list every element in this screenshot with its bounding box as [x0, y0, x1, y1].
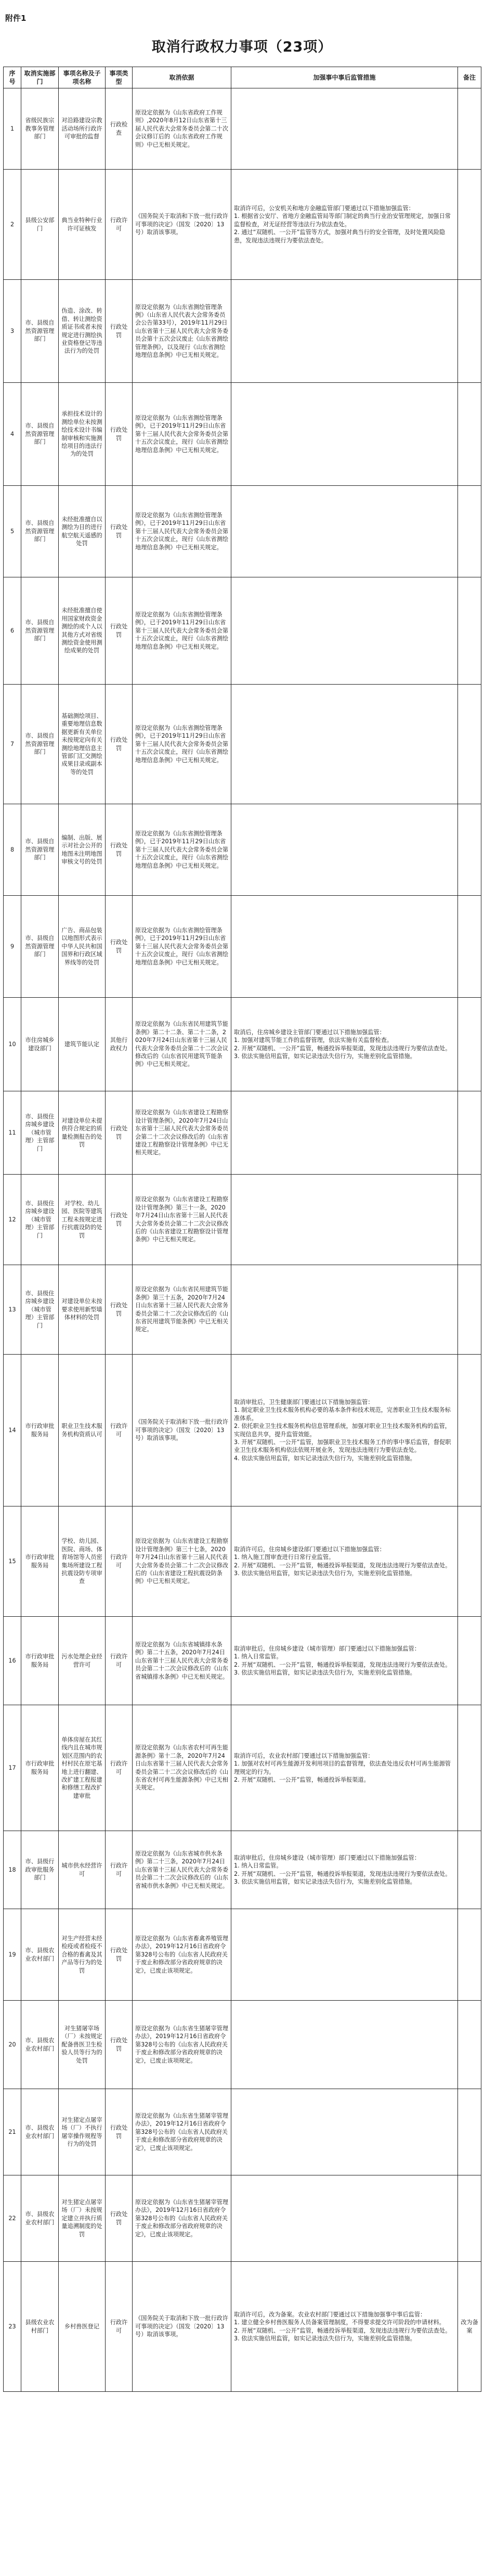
- basis-cell: 原设定依据为《山东省畜禽养殖管理办法》，2019年12月16日省政府令第328号公布的《山东省人民政府关于废止和修改部分省政府规章的决定》，已废止该项规定。: [133, 1909, 231, 2001]
- dept-cell: 市、县级自然资源管理部门: [21, 685, 59, 804]
- measures-cell: [231, 1175, 458, 1265]
- basis-cell: 原设定依据为《山东省测绘管理条例》，已于2019年11月29日山东省第十三届人民代表大会常务委员会第十五次会议废止，现行《山东省测绘地理信息条例》中已无相关规定。: [133, 685, 231, 804]
- note-cell: [458, 1175, 481, 1265]
- measures-cell: [231, 2089, 458, 2175]
- seq-cell: 5: [4, 486, 21, 577]
- note-cell: 改为备案: [458, 2262, 481, 2392]
- header-note: 备注: [458, 67, 481, 88]
- type-cell: 行政处罚: [106, 1265, 133, 1355]
- dept-cell: 市、县级自然资源管理部门: [21, 486, 59, 577]
- name-cell: 城市供水经营许可: [59, 1831, 106, 1909]
- basis-cell: 原设定依据为《山东省生猪屠宰管理办法》，2019年12月16日省政府令第328号公布的《山东省人民政府关于废止和修改部分省政府规章的决定》，已废止该项规定。: [133, 2001, 231, 2089]
- table-row: [4, 88, 481, 170]
- table-row: [4, 1265, 481, 1355]
- table-row: [4, 170, 481, 280]
- note-cell: [458, 1506, 481, 1617]
- table-row: [4, 1617, 481, 1705]
- basis-cell: 《国务院关于取消和下放一批行政许可事项的决定》（国发〔2020〕13号）取消该事项。: [133, 2262, 231, 2392]
- note-cell: [458, 2001, 481, 2089]
- note-cell: [458, 170, 481, 280]
- seq-cell: 6: [4, 577, 21, 685]
- measures-cell: 取消许可后，农业农村部门要通过以下措施加强监管： 1. 加强对农村可再生能源开发利用项目的监督管理，依法查处违反农村可再生能源管理规定的行为。 2. 开展“双随机、一公开”监管，畅通投诉举报渠道。: [231, 1705, 458, 1831]
- note-cell: [458, 1705, 481, 1831]
- dept-cell: 市、县级行政审批服务部门: [21, 1831, 59, 1909]
- name-cell: 对生猪定点屠宰场（厂）不执行屠宰操作规程等行为的处罚: [59, 2089, 106, 2175]
- seq-cell: 16: [4, 1617, 21, 1705]
- basis-cell: 原设定依据为《山东省建设工程勘察设计管理条例》，2020年7月24日山东省第十三届人民代表大会常务委员会第二十二次会议修改后的《山东省建设工程勘察设计管理条例》中已无相关规定。: [133, 1091, 231, 1175]
- note-cell: [458, 280, 481, 383]
- measures-cell: 取消许可后，公安机关和地方金融监管部门要通过以下措施加强监管： 1. 根据省公安厅、省地方金融监管局等部门制定的典当行业治安管理规定，加强日常监督检查，对无证经营等违法行为依法查处。 2. 通过“双随机、一公开”监管等方式，加强对典当行的安全管理，及时处置风险隐患，发现违法违规行为要依法查处。: [231, 170, 458, 280]
- measures-cell: 取消许可后，住房城乡建设部门要通过以下措施加强监管： 1. 纳入施工图审查进行日常行业监管。 2. 开展“双随机、一公开”监管，畅通投诉举报渠道，发现违法违规行为要依法查处。 3. 依法实施信用监管，如实记录违法失信行为，实施差别化监管措施。: [231, 1506, 458, 1617]
- name-cell: 单体房屋在其红线内且在城市规划区范围内的农村村民在原宅基地上进行翻建、改扩建工程报建和修缮工程改扩建审批: [59, 1705, 106, 1831]
- measures-cell: [231, 486, 458, 577]
- seq-cell: 1: [4, 88, 21, 170]
- table-header-row: [4, 67, 481, 88]
- seq-cell: 8: [4, 804, 21, 896]
- note-cell: [458, 1909, 481, 2001]
- type-cell: 行政许可: [106, 1705, 133, 1831]
- measures-cell: [231, 896, 458, 998]
- page-title: 取消行政权力事项（23项）: [151, 39, 333, 55]
- table-row: [4, 2089, 481, 2175]
- name-cell: 基础测绘项目、重要地理信息数据更新有关单位未按规定向有关测绘地理信息主管部门汇交测绘成果目录或副本等的处罚: [59, 685, 106, 804]
- basis-cell: 原设定依据为《山东省生猪屠宰管理办法》，2019年12月16日省政府令第328号公布的《山东省人民政府关于废止和修改部分省政府规章的决定》，已废止该项规定。: [133, 2175, 231, 2262]
- dept-cell: 县级农业农村部门: [21, 2262, 59, 2392]
- dept-cell: 市、县级自然资源管理部门: [21, 804, 59, 896]
- basis-cell: 原设定依据为《山东省测绘管理条例》，已于2019年11月29日山东省第十三届人民代表大会常务委员会第十五次会议废止，现行《山东省测绘地理信息条例》中已无相关规定。: [133, 486, 231, 577]
- seq-cell: 2: [4, 170, 21, 280]
- table-row: [4, 804, 481, 896]
- name-cell: 学校、幼儿园、医院、商场、体育场馆等人员密集场所建设工程抗震设防专项审查: [59, 1506, 106, 1617]
- type-cell: 行政处罚: [106, 896, 133, 998]
- table-row: [4, 1705, 481, 1831]
- name-cell: 未经批准擅自以测绘为目的进行航空航天遥感的处罚: [59, 486, 106, 577]
- note-cell: [458, 896, 481, 998]
- seq-cell: 12: [4, 1175, 21, 1265]
- name-cell: 对建设单位未提供符合规定的质量检测报告的处罚: [59, 1091, 106, 1175]
- basis-cell: 原设定依据为《山东省测绘管理条例》，已于2019年11月29日山东省第十三届人民代表大会常务委员会第十五次会议废止，现行《山东省测绘地理信息条例》中已无相关规定。: [133, 804, 231, 896]
- note-cell: [458, 486, 481, 577]
- note-cell: [458, 577, 481, 685]
- header-seq: 序号: [4, 67, 21, 88]
- note-cell: [458, 998, 481, 1091]
- basis-cell: 原设定依据为《山东省政府工作规则》,2020年8月12日山东省第十三届人民代表大会常务委员会第二十次会议修订后的《山东省政府工作规则》中已无相关规定。: [133, 88, 231, 170]
- measures-cell: [231, 1091, 458, 1175]
- name-cell: 未经批准擅自使用国家财政资金测绘的或个人以其他方式对省级测绘资金使用测绘成果的处罚: [59, 577, 106, 685]
- dept-cell: 市、县级自然资源管理部门: [21, 383, 59, 486]
- note-cell: [458, 685, 481, 804]
- name-cell: 典当业特种行业许可证核发: [59, 170, 106, 280]
- dept-cell: 市行政审批服务局: [21, 1355, 59, 1506]
- seq-cell: 20: [4, 2001, 21, 2089]
- measures-cell: 取消审批后，住房城乡建设（城市管理）部门要通过以下措施加强监管： 1. 纳入日常监管。 2. 开展“双随机、一公开”监管，畅通投诉举报渠道，发现违法违规行为要依法查处。 3. 依法实施信用监管，如实记录违法失信行为，实施差别化监管措施。: [231, 1617, 458, 1705]
- measures-cell: 取消后，住房城乡建设主管部门要通过以下措施加强监管： 1. 加强对建筑节能工作的监督管理，依法实施有关监督检查。 2. 开展“双随机、一公开”监管，畅通投诉举报渠道，发现违法违规行为要依法查处。 3. 依法实施信用监管，如实记录违法失信行为，实施差别化监管措施。: [231, 998, 458, 1091]
- type-cell: 行政处罚: [106, 1175, 133, 1265]
- dept-cell: 市、县级农业农村部门: [21, 2089, 59, 2175]
- table-row: [4, 1909, 481, 2001]
- basis-cell: 原设定依据为《山东省民用建筑节能条例》第三十五条，2020年7月24日山东省第十三届人民代表大会常务委员会第二十二次会议修改后的《山东省民用建筑节能条例》中已无相关规定。: [133, 1265, 231, 1355]
- dept-cell: 市行政审批服务局: [21, 1617, 59, 1705]
- type-cell: 行政许可: [106, 1506, 133, 1617]
- type-cell: 行政许可: [106, 170, 133, 280]
- basis-cell: 原设定依据为《山东省测绘管理条例》，已于2019年11月29日山东省第十三届人民代表大会常务委员会第十五次会议废止，现行《山东省测绘地理信息条例》中已无相关规定。: [133, 896, 231, 998]
- seq-cell: 17: [4, 1705, 21, 1831]
- seq-cell: 13: [4, 1265, 21, 1355]
- table-row: [4, 280, 481, 383]
- name-cell: 对沿路建设宗教活动场所行政许可审批的监督: [59, 88, 106, 170]
- table-row: [4, 383, 481, 486]
- table-row: [4, 1506, 481, 1617]
- basis-cell: 原设定依据为《山东省建设工程勘察设计管理条例》第三十一条，2020年7月24日山东省第十三届人民代表大会常务委员会第二十二次会议修改后的《山东省建设工程勘察设计管理条例》中已无相关规定。: [133, 1175, 231, 1265]
- name-cell: 编制、出版、展示对社会公开的地图未注明地图审核文号的处罚: [59, 804, 106, 896]
- seq-cell: 14: [4, 1355, 21, 1506]
- type-cell: 行政处罚: [106, 1091, 133, 1175]
- seq-cell: 21: [4, 2089, 21, 2175]
- name-cell: 职业卫生技术服务机构资质认可: [59, 1355, 106, 1506]
- table-row: [4, 1091, 481, 1175]
- note-cell: [458, 1091, 481, 1175]
- table-body: [4, 88, 481, 2392]
- dept-cell: 市、县级自然资源管理部门: [21, 896, 59, 998]
- measures-cell: [231, 2001, 458, 2089]
- name-cell: 污水处理企业经营许可: [59, 1617, 106, 1705]
- note-cell: [458, 1265, 481, 1355]
- seq-cell: 22: [4, 2175, 21, 2262]
- name-cell: 建筑节能认定: [59, 998, 106, 1091]
- seq-cell: 10: [4, 998, 21, 1091]
- header-measures: 加强事中事后监管措施: [231, 67, 458, 88]
- header-dept: 取消实施部门: [21, 67, 59, 88]
- table-row: [4, 1831, 481, 1909]
- type-cell: 行政许可: [106, 1831, 133, 1909]
- measures-cell: [231, 280, 458, 383]
- seq-cell: 4: [4, 383, 21, 486]
- type-cell: 行政处罚: [106, 685, 133, 804]
- basis-cell: 原设定依据为《山东省城镇排水条例》第二十五条，2020年7月24日山东省第十三届人民代表大会常务委员会第二十二次会议修改后的《山东省城镇排水条例》中已无相关规定。: [133, 1617, 231, 1705]
- dept-cell: 市、县级农业农村部门: [21, 2175, 59, 2262]
- name-cell: 对生猪屠宰场（厂）未按规定配备兽医卫生检验人员等行为的处罚: [59, 2001, 106, 2089]
- basis-cell: 《国务院关于取消和下放一批行政许可事项的决定》（国发〔2020〕13号）取消该事项。: [133, 1355, 231, 1506]
- seq-cell: 9: [4, 896, 21, 998]
- basis-cell: 原设定依据为《山东省城市供水条例》第二十三条，2020年7月24日山东省第十三届人民代表大会常务委员会第二十二次会议修改后的《山东省城市供水条例》中已无相关规定。: [133, 1831, 231, 1909]
- type-cell: 行政检查: [106, 88, 133, 170]
- table-row: [4, 685, 481, 804]
- seq-cell: 19: [4, 1909, 21, 2001]
- note-cell: [458, 1617, 481, 1705]
- header-type: 事项类型: [106, 67, 133, 88]
- type-cell: 行政处罚: [106, 280, 133, 383]
- table-row: [4, 577, 481, 685]
- name-cell: 对学校、幼儿园、医院等建筑工程未按规定进行抗震设防的处罚: [59, 1175, 106, 1265]
- seq-cell: 23: [4, 2262, 21, 2392]
- name-cell: 广告、商品包装以地图形式表示中华人民共和国国界和行政区域界线等的处罚: [59, 896, 106, 998]
- type-cell: 行政处罚: [106, 486, 133, 577]
- measures-cell: [231, 577, 458, 685]
- name-cell: 伪造、涂改、转借、转让测绘资质证书或者未按规定进行测绘执业资格登记等违法行为的处罚: [59, 280, 106, 383]
- basis-cell: 原设定依据为《山东省建设工程勘察设计管理条例》第三十七条，2020年7月24日山东省第十三届人民代表大会常务委员会第二十二次会议修改后的《山东省建设工程抗震设防条例》中已无相关规定。: [133, 1506, 231, 1617]
- seq-cell: 15: [4, 1506, 21, 1617]
- measures-cell: [231, 685, 458, 804]
- type-cell: 行政处罚: [106, 383, 133, 486]
- type-cell: 行政处罚: [106, 804, 133, 896]
- seq-cell: 11: [4, 1091, 21, 1175]
- type-cell: 行政处罚: [106, 2175, 133, 2262]
- table-row: [4, 998, 481, 1091]
- table-row: [4, 896, 481, 998]
- dept-cell: 市、县级农业农村部门: [21, 2001, 59, 2089]
- basis-cell: 原设定依据为《山东省民用建筑节能条例》第二十二条、第二十二条，2020年7月24日山东省第十三届人民代表大会常务委员会第二十二次会议修改后的《山东省民用建筑节能条例》中已无相关规定。: [133, 998, 231, 1091]
- seq-cell: 3: [4, 280, 21, 383]
- measures-cell: [231, 88, 458, 170]
- basis-cell: 《国务院关于取消和下放一批行政许可事项的决定》（国发〔2020〕13号）取消该事项。: [133, 170, 231, 280]
- type-cell: 行政许可: [106, 1355, 133, 1506]
- table-row: [4, 1175, 481, 1265]
- name-cell: 对建设单位未按要求使用新型墙体材料的处罚: [59, 1265, 106, 1355]
- type-cell: 行政处罚: [106, 577, 133, 685]
- note-cell: [458, 383, 481, 486]
- seq-cell: 7: [4, 685, 21, 804]
- type-cell: 行政处罚: [106, 1909, 133, 2001]
- dept-cell: 市、县级农业农村部门: [21, 1909, 59, 2001]
- measures-cell: 取消审批后，卫生健康部门要通过以下措施加强监管： 1. 制定职业卫生技术服务机构必要的基本条件和技术规范，完善职业卫生技术服务标准体系。 2. 依托职业卫生技术服务机构信息管理系统，加强对职业卫生技术服务机构的监管，实现信息共享，提升监管效能。 3. 开展“双随机、一公开”监管，加强职业卫生技术服务工作的事中事后监管，督促职业卫生技术服务机构依法依规开展业务，发现违法违规行为要依法查处。 4. 依法实施信用监管，如实记录违法失信行为，实施差别化监管措施。: [231, 1355, 458, 1506]
- note-cell: [458, 1355, 481, 1506]
- measures-cell: [231, 2175, 458, 2262]
- note-cell: [458, 804, 481, 896]
- measures-cell: [231, 804, 458, 896]
- table-row: [4, 1355, 481, 1506]
- measures-cell: [231, 1265, 458, 1355]
- note-cell: [458, 88, 481, 170]
- basis-cell: 原设定依据为《山东省测绘管理条例》，已于2019年11月29日山东省第十三届人民代表大会常务委员会第十五次会议废止，现行《山东省测绘地理信息条例》中已无相关规定。: [133, 383, 231, 486]
- basis-cell: 原设定依据为《山东省测绘管理条例》（山东省人民代表大会常务委员会公告第33号），2019年11月29日山东省第十三届人民代表大会常务委员会第十五次会议废止《山东省测绘管理条例》，以及现行《山东省测绘地理信息条例》中已无相关规定。: [133, 280, 231, 383]
- table-row: [4, 2175, 481, 2262]
- dept-cell: 省级民族宗教事务管理部门: [21, 88, 59, 170]
- dept-cell: 市、县级自然资源管理部门: [21, 280, 59, 383]
- dept-cell: 县级公安部门: [21, 170, 59, 280]
- name-cell: 承担技术设计的测绘单位未按测绘技术设计书编制审核和实施测绘项目的违法行为的处罚: [59, 383, 106, 486]
- measures-cell: [231, 383, 458, 486]
- dept-cell: 市住房城乡建设部门: [21, 998, 59, 1091]
- dept-cell: 市、县级住房城乡建设（城市管理）主管部门: [21, 1091, 59, 1175]
- type-cell: 行政许可: [106, 1617, 133, 1705]
- seq-cell: 18: [4, 1831, 21, 1909]
- basis-cell: 原设定依据为《山东省农村可再生能源条例》第十二条，2020年7月24日山东省第十三届人民代表大会常务委员会第二十二次会议修改后的《山东省农村可再生能源条例》中已无相关规定。: [133, 1705, 231, 1831]
- dept-cell: 市、县级住房城乡建设（城市管理）主管部门: [21, 1265, 59, 1355]
- table-row: [4, 2262, 481, 2392]
- dept-cell: 市行政审批服务局: [21, 1705, 59, 1831]
- measures-cell: [231, 1909, 458, 2001]
- name-cell: 对生产经营未经检疫或者检疫不合格的畜禽及其产品等行为的处罚: [59, 1909, 106, 2001]
- header-name: 事项名称及子项名称: [59, 67, 106, 88]
- type-cell: 行政许可: [106, 2262, 133, 2392]
- measures-cell: 取消审批后，住房城乡建设（城市管理）部门要通过以下措施加强监管： 1. 纳入日常监管。 2. 开展“双随机、一公开”监管，畅通投诉举报渠道，发现违法违规行为要依法查处。 3. 依法实施信用监管，如实记录违法失信行为，实施差别化监管措施。: [231, 1831, 458, 1909]
- items-table: [3, 67, 481, 2392]
- header-basis: 取消依据: [133, 67, 231, 88]
- name-cell: 乡村兽医登记: [59, 2262, 106, 2392]
- attachment-label: 附件1: [5, 14, 27, 23]
- measures-cell: 取消许可后，改为备案。农业农村部门要通过以下措施加强事中事后监管： 1. 建立健全乡村兽医服务人员备案管理制度，不得要求提交许可阶段的申请材料。 2. 开展“双随机、一公开”监管，畅通投诉举报渠道，发现违法违规行为要依法查处。 3. 依法实施信用监管，如实记录违法失信行为，实施差别化监管措施。: [231, 2262, 458, 2392]
- table-row: [4, 486, 481, 577]
- dept-cell: 市行政审批服务局: [21, 1506, 59, 1617]
- table-row: [4, 2001, 481, 2089]
- basis-cell: 原设定依据为《山东省测绘管理条例》，已于2019年11月29日山东省第十三届人民代表大会常务委员会第十五次会议废止，现行《山东省测绘地理信息条例》中已无相关规定。: [133, 577, 231, 685]
- dept-cell: 市、县级自然资源管理部门: [21, 577, 59, 685]
- name-cell: 对生猪定点屠宰场（厂）未按规定建立并执行质量追溯制度的处罚: [59, 2175, 106, 2262]
- dept-cell: 市、县级住房城乡建设（城市管理）主管部门: [21, 1175, 59, 1265]
- note-cell: [458, 1831, 481, 1909]
- type-cell: 行政处罚: [106, 2001, 133, 2089]
- type-cell: 其他行政权力: [106, 998, 133, 1091]
- note-cell: [458, 2175, 481, 2262]
- note-cell: [458, 2089, 481, 2175]
- basis-cell: 原设定依据为《山东省生猪屠宰管理办法》，2019年12月16日省政府令第328号公布的《山东省人民政府关于废止和修改部分省政府规章的决定》，已废止该项规定。: [133, 2089, 231, 2175]
- type-cell: 行政处罚: [106, 2089, 133, 2175]
